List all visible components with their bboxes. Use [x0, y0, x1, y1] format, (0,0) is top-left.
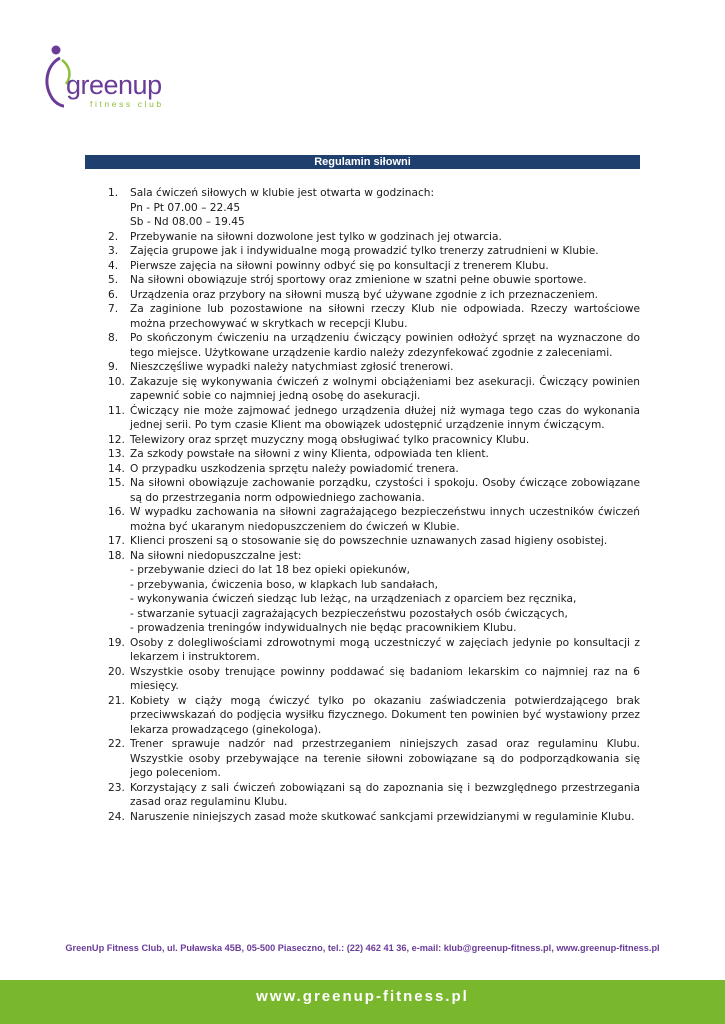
rule-number: 15.	[108, 477, 125, 489]
rule-subitem: Pn - Pt 07.00 – 22.45	[130, 201, 241, 214]
rule-item	[108, 331, 640, 360]
rule-item	[108, 288, 640, 303]
rule-item	[108, 505, 640, 534]
rule-subitem: - przebywanie dzieci do lat 18 bez opieki opiekunów,	[130, 564, 410, 576]
rules-list	[108, 186, 640, 824]
rule-item	[108, 433, 640, 448]
logo-tagline: fitness club	[90, 99, 164, 109]
rule-text: Za szkody powstałe na siłowni z winy Klienta, odpowiada ten klient.	[130, 448, 489, 460]
rule-item	[108, 636, 640, 665]
rule-number: 9.	[108, 361, 119, 373]
rule-number: 11.	[108, 404, 125, 417]
rule-number: 10.	[108, 375, 125, 388]
rule-text: Trener sprawuje nadzór nad przestrzeganiem niniejszych zasad oraz regulaminu Klubu. Wszystkie osoby przebywające na terenie siłowni zobowiązane są do podporządkowania się jego poleceniom.	[130, 738, 640, 779]
rule-number: 24.	[108, 810, 125, 823]
rule-number: 22.	[108, 738, 125, 750]
rule-text: W wypadku zachowania na siłowni zagrażającego bezpieczeństwu innych uczestników ćwiczeń można być ukaranym niedopuszczeniem do ćwiczeń w Klubie.	[130, 506, 640, 533]
footer-address: GreenUp Fitness Club, ul. Puławska 45B, 05-500 Piaseczno, tel.: (22) 462 41 36, e-mail: klub@greenup-fitness.pl, www.greenup-fitness.pl	[65, 943, 660, 953]
rule-number: 7.	[108, 303, 119, 315]
rule-number: 19.	[108, 636, 125, 649]
rule-text: Za zaginione lub pozostawione na siłowni rzeczy Klub nie odpowiada. Rzeczy wartościowe można przechowywać w skrytkach w recepcji Klubu.	[130, 303, 640, 330]
rule-item	[108, 534, 640, 549]
rule-text: Klienci proszeni są o stosowanie się do powszechnie uznawanych zasad higieny osobistej.	[130, 535, 608, 547]
rule-item	[108, 375, 640, 404]
rule-item	[108, 694, 640, 738]
rule-number: 12.	[108, 433, 125, 446]
rule-subitem: Sb - Nd 08.00 – 19.45	[130, 216, 245, 228]
rule-item	[108, 230, 640, 245]
rule-item	[108, 781, 640, 810]
rule-item	[108, 462, 640, 477]
rule-text: Korzystający z sali ćwiczeń zobowiązani są do zapoznania się i bezwzględnego przestrzegania zasad oraz regulaminu Klubu.	[130, 781, 640, 808]
rule-number: 13.	[108, 448, 125, 460]
rule-subitem: - wykonywania ćwiczeń siedząc lub leżąc, na urządzeniach z oparciem bez ręcznika,	[130, 593, 577, 605]
rule-text: Naruszenie niniejszych zasad może skutkować sankcjami przewidzianymi w regulaminie Klubu.	[130, 810, 635, 823]
rule-number: 21.	[108, 694, 125, 707]
rule-subitem: - prowadzenia treningów indywidualnych nie będąc pracownikiem Klubu.	[130, 622, 517, 634]
rule-number: 20.	[108, 665, 125, 678]
rule-item	[108, 259, 640, 274]
rule-item	[108, 273, 640, 288]
greenup-logo	[40, 42, 170, 114]
rule-number: 16.	[108, 506, 125, 518]
rule-text: Sala ćwiczeń siłowych w klubie jest otwarta w godzinach:	[130, 187, 435, 199]
rule-text: Na siłowni niedopuszczalne jest:	[130, 549, 302, 562]
rule-number: 17.	[108, 535, 125, 547]
rule-number: 14.	[108, 462, 125, 475]
rule-text: Przebywanie na siłowni dozwolone jest tylko w godzinach jej otwarcia.	[130, 230, 502, 243]
rule-text: Osoby z dolegliwościami zdrowotnymi mogą uczestniczyć w zajęciach jedynie po konsultacji z lekarzem i instruktorem.	[130, 636, 640, 663]
rule-item	[108, 447, 640, 462]
rule-text: Kobiety w ciąży mogą ćwiczyć tylko po okazaniu zaświadczenia potwierdzającego brak przeciwwskazań do podjęcia wysiłku fizycznego. Dokument ten powinien być wystawiony przez lekarza prowadzącego (ginekologa).	[130, 694, 640, 736]
rule-text: Zajęcia grupowe jak i indywidualne mogą prowadzić tylko trenerzy zatrudnieni w Klubie.	[130, 245, 599, 257]
rule-item	[108, 810, 640, 825]
rule-item	[108, 404, 640, 433]
rule-text: Urządzenia oraz przybory na siłowni muszą być używane zgodnie z ich przeznaczeniem.	[130, 288, 599, 301]
rule-text: Wszystkie osoby trenujące powinny poddawać się badaniom lekarskim co najmniej raz na 6 miesięcy.	[130, 665, 640, 692]
rule-number: 8.	[108, 332, 119, 344]
rule-number: 6.	[108, 288, 119, 301]
page-title: Regulamin siłowni	[85, 155, 640, 169]
rule-number: 3.	[108, 245, 119, 257]
logo-wordmark: greenup	[66, 70, 162, 100]
rule-item	[108, 186, 640, 230]
rule-number: 18.	[108, 549, 125, 562]
rule-text: Pierwsze zajęcia na siłowni powinny odbyć się po konsultacji z trenerem Klubu.	[130, 259, 549, 272]
rule-item	[108, 302, 640, 331]
rule-number: 2.	[108, 230, 119, 243]
rule-text: Ćwiczący nie może zajmować jednego urządzenia dłużej niż wymaga tego czas do wykonania jednej serii. Po tym czasie Klient ma obowiązek udostępnić urządzenie innym ćwiczącym.	[130, 404, 640, 431]
rule-text: Zakazuje się wykonywania ćwiczeń z wolnymi obciążeniami bez asekuracji. Ćwiczący powinien zapewnić sobie co najmniej jedną osobę do asekuracji.	[130, 375, 640, 402]
rule-subitem: - przebywania, ćwiczenia boso, w klapkach lub sandałach,	[130, 578, 438, 591]
rule-item	[108, 476, 640, 505]
rule-text: Nieszczęśliwe wypadki należy natychmiast zgłosić trenerowi.	[130, 361, 454, 373]
rule-item	[108, 244, 640, 259]
rule-text: Telewizory oraz sprzęt muzyczny mogą obsługiwać tylko pracownicy Klubu.	[130, 433, 530, 446]
rule-number: 5.	[108, 274, 119, 286]
rule-number: 4.	[108, 259, 119, 272]
rule-number: 1.	[108, 187, 119, 199]
rule-text: Na siłowni obowiązuje zachowanie porządku, czystości i spokoju. Osoby ćwiczące zobowiązane są do przestrzegania norm odpowiedniego zachowania.	[130, 477, 640, 504]
rule-item	[108, 360, 640, 375]
rule-subitem: - stwarzanie sytuacji zagrażających bezpieczeństwu pozostałych osób ćwiczących,	[130, 607, 568, 620]
rule-text: O przypadku uszkodzenia sprzętu należy powiadomić trenera.	[130, 462, 459, 475]
rule-text: Na siłowni obowiązuje strój sportowy oraz zmienione w szatni pełne obuwie sportowe.	[130, 274, 587, 286]
rule-text: Po skończonym ćwiczeniu na urządzeniu ćwiczący powinien odłożyć sprzęt na wyznaczone do tego miejsce. Użytkowane urządzenie kardio należy zdezynfekować zgodnie z zaleceniami.	[130, 332, 640, 359]
rule-number: 23.	[108, 781, 125, 794]
rule-item	[108, 549, 640, 636]
rule-item	[108, 665, 640, 694]
footer-url: www.greenup-fitness.pl	[256, 988, 469, 1005]
rule-item	[108, 737, 640, 781]
